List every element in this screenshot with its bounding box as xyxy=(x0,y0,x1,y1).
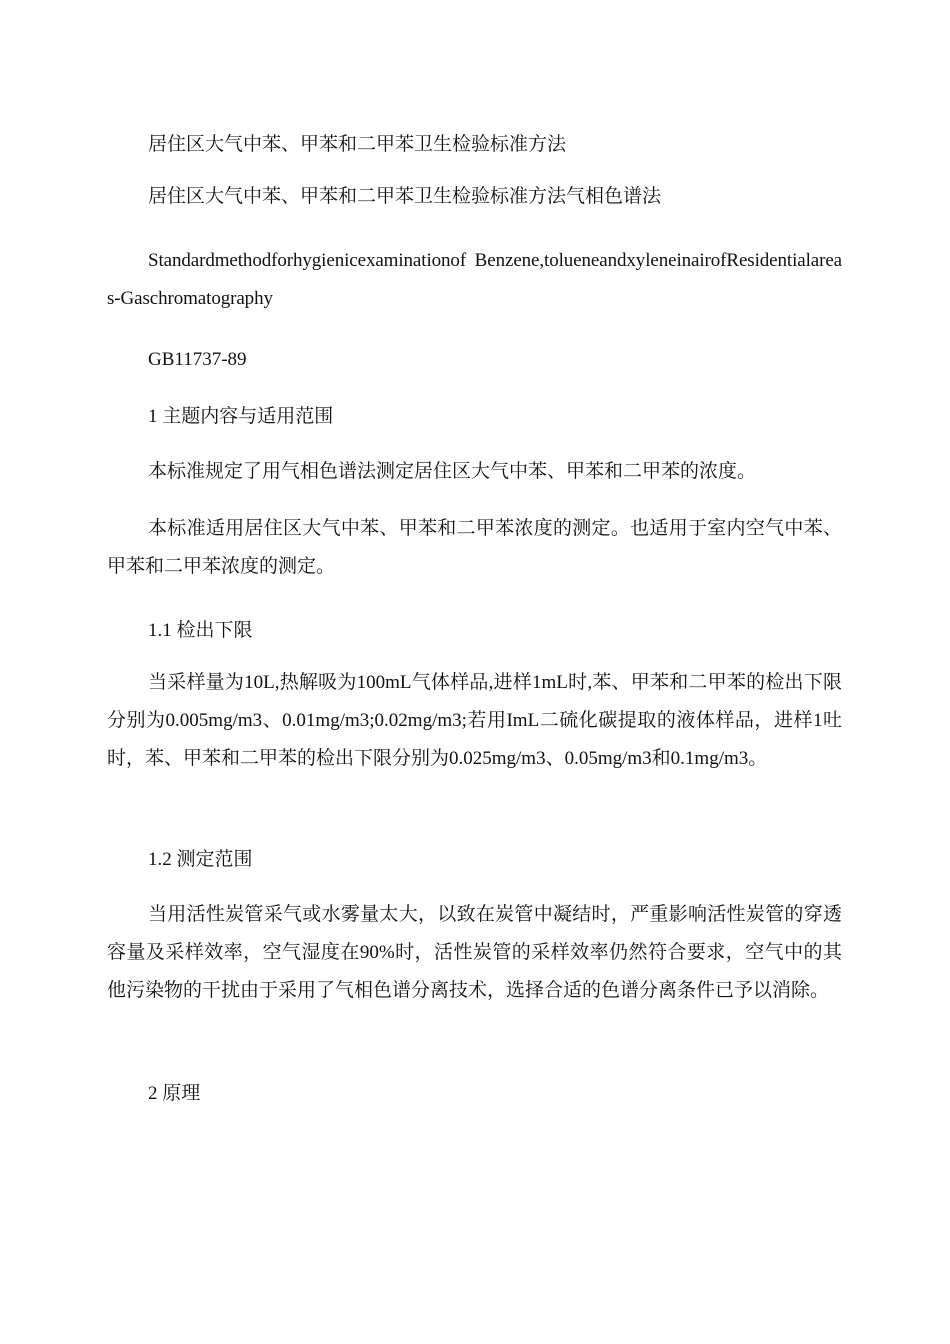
standard-number: GB11737-89 xyxy=(148,349,247,370)
document-title: 居住区大气中苯、甲苯和二甲苯卫生检验标准方法 xyxy=(148,134,567,155)
section-heading-1-2: 1.2 测定范围 xyxy=(148,849,253,870)
document-subtitle: 居住区大气中苯、甲苯和二甲苯卫生检验标准方法气相色谱法 xyxy=(148,186,662,207)
section-1-2-paragraph: 当用活性炭管采气或水雾量太大，以致在炭管中凝结时，严重影响活性炭管的穿透容量及采样效率，空气湿度在90%时，活性炭管的采样效率仍然符合要求，空气中的其他污染物的干扰由于采用了气相色谱分离技术，选择合适的色谱分离条件已予以消除。 xyxy=(107,904,842,1001)
english-title: Standardmethodforhygienicexaminationof Benzene,tolueneandxyleneinairofResidentialareas-Gaschromatography xyxy=(107,250,842,309)
section-1-paragraph-1: 本标准规定了用气相色谱法测定居住区大气中苯、甲苯和二甲苯的浓度。 xyxy=(148,461,757,482)
section-1-1-paragraph: 当采样量为10L,热解吸为100mL气体样品,进样1mL时,苯、甲苯和二甲苯的检出下限分别为0.005mg/m3、0.01mg/m3;0.02mg/m3;若用ImL二硫化碳提取的液体样品，进样1吐时，苯、甲苯和二甲苯的检出下限分别为0.025mg/m3、0.05mg/m3和0.1mg/m3。 xyxy=(107,672,842,769)
section-heading-2: 2 原理 xyxy=(148,1083,201,1104)
section-heading-1: 1 主题内容与适用范围 xyxy=(148,406,334,427)
section-1-paragraph-2: 本标准适用居住区大气中苯、甲苯和二甲苯浓度的测定。也适用于室内空气中苯、甲苯和二甲苯浓度的测定。 xyxy=(107,518,842,577)
section-heading-1-1: 1.1 检出下限 xyxy=(148,620,253,641)
